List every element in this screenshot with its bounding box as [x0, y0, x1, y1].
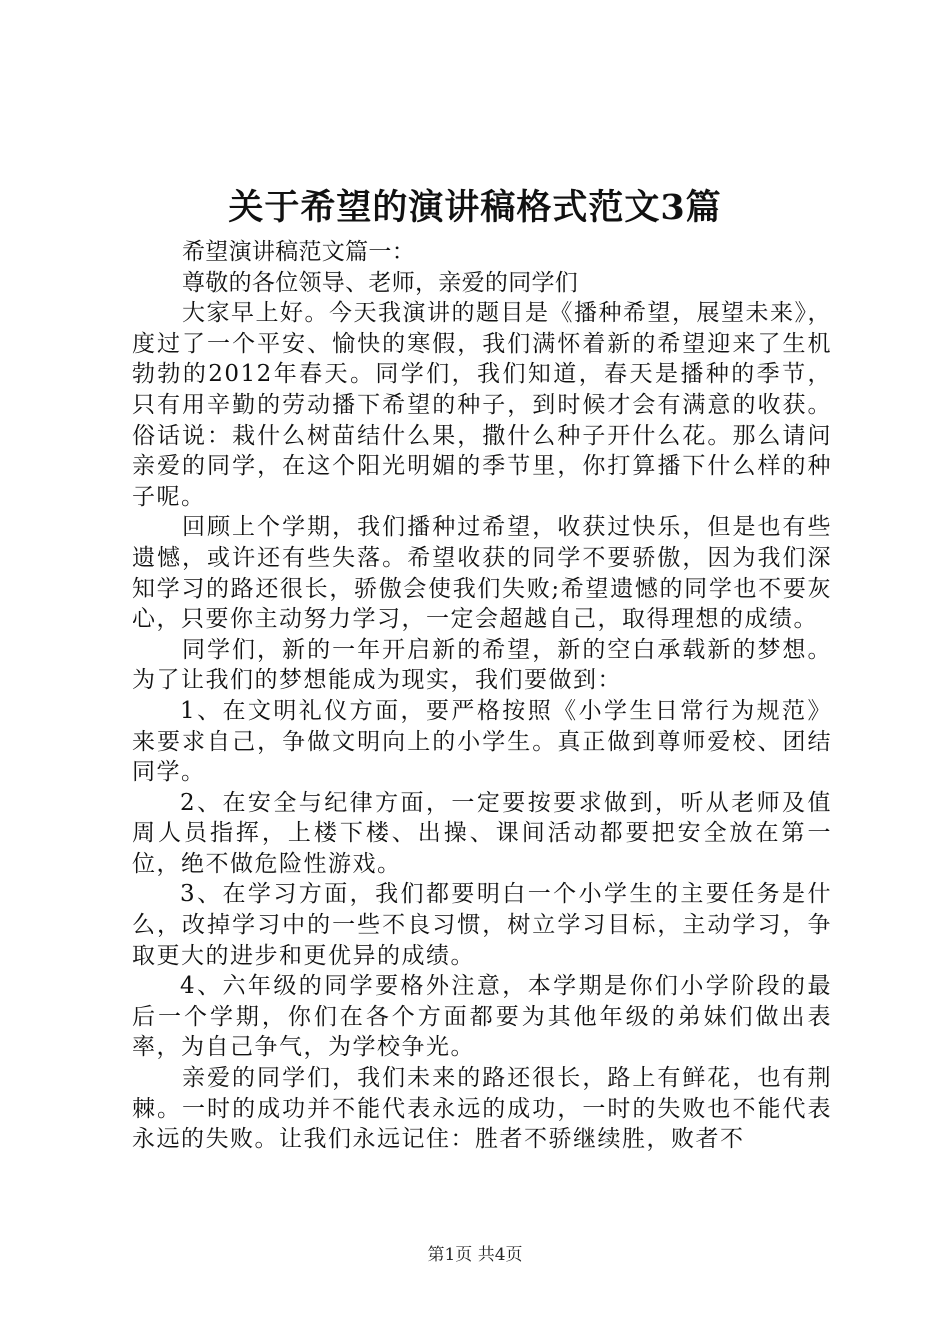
section-heading: 希望演讲稿范文篇一： — [182, 239, 415, 265]
paragraph: 同学们，新的一年开启新的希望，新的空白承载新的梦想。为了让我们的梦想能成为现实，我们要做到： — [132, 636, 832, 694]
document-body — [132, 237, 832, 1155]
page-number: 第1页 共4页 — [427, 1245, 523, 1265]
paragraph: 亲爱的同学们，我们未来的路还很长，路上有鲜花，也有荆棘。一时的成功并不能代表永远的成功，一时的失败也不能代表永远的失败。让我们永远记住：胜者不骄继续胜，败者不 — [132, 1065, 832, 1153]
paragraph: 回顾上个学期，我们播种过希望，收获过快乐，但是也有些遗憾，或许还有些失落。希望收获的同学不要骄傲，因为我们深知学习的路还很长，骄傲会使我们失败;希望遗憾的同学也不要灰心，只要你主动努力学习，一定会超越自己，取得理想的成绩。 — [132, 514, 832, 633]
list-item: 1、在文明礼仪方面，要严格按照《小学生日常行为规范》来要求自己，争做文明向上的小学生。真正做到尊师爱校、团结同学。 — [132, 697, 832, 786]
list-item: 3、在学习方面，我们都要明白一个小学生的主要任务是什么，改掉学习中的一些不良习惯，树立学习目标，主动学习，争取更大的进步和更优异的成绩。 — [132, 881, 832, 969]
salutation: 尊敬的各位领导、老师，亲爱的同学们 — [182, 269, 579, 296]
list-item: 2、在安全与纪律方面，一定要按要求做到，听从老师及值周人员指挥，上楼下楼、出操、课间活动都要把安全放在第一位，绝不做危险性游戏。 — [132, 789, 832, 877]
list-item: 4、六年级的同学要格外注意，本学期是你们小学阶段的最后一个学期，你们在各个方面都要为其他年级的弟妹们做出表率，为自己争气，为学校争光。 — [132, 973, 832, 1061]
document-title: 关于希望的演讲稿格式范文3篇 — [228, 187, 722, 228]
paragraph: 大家早上好。今天我演讲的题目是《播种希望，展望未来》，度过了一个平安、愉快的寒假，我们满怀着新的希望迎来了生机勃勃的2012年春天。同学们，我们知道，春天是播种的季节，只有用辛勤的劳动播下希望的种子，到时候才会有满意的收获。俗话说：栽什么树苗结什么果，撒什么种子开什么花。那么请问亲爱的同学，在这个阳光明媚的季节里，你打算播下什么样的种子呢。 — [132, 300, 832, 510]
